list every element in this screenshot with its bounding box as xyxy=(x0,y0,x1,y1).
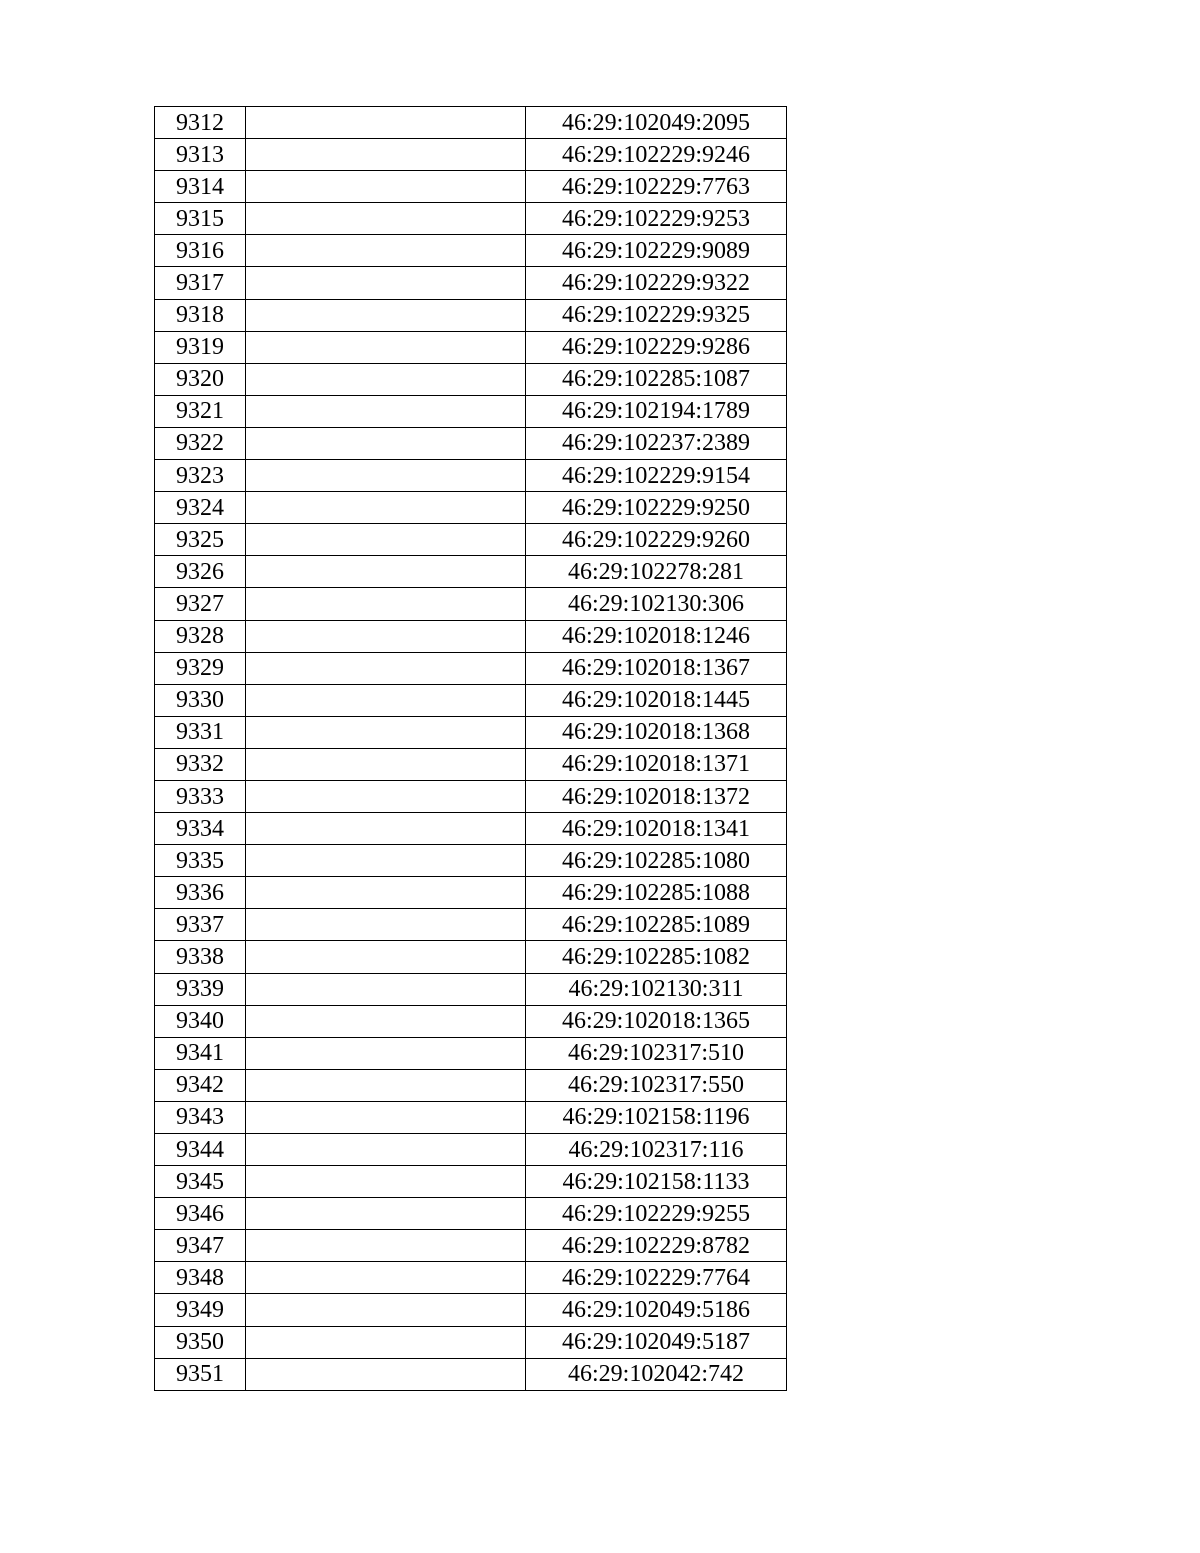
cadastral-number-cell: 46:29:102229:9286 xyxy=(526,331,787,363)
cadastral-number-cell: 46:29:102285:1087 xyxy=(526,363,787,395)
table-row xyxy=(155,299,787,331)
empty-cell xyxy=(246,139,526,171)
row-number-cell: 9322 xyxy=(155,427,246,459)
cadastral-number-cell: 46:29:102229:9253 xyxy=(526,203,787,235)
row-number-cell: 9346 xyxy=(155,1198,246,1230)
table-row xyxy=(155,652,787,684)
empty-cell xyxy=(246,684,526,716)
row-number-cell: 9337 xyxy=(155,909,246,941)
cadastral-number-cell: 46:29:102158:1196 xyxy=(526,1101,787,1133)
empty-cell xyxy=(246,363,526,395)
row-number-cell: 9315 xyxy=(155,203,246,235)
empty-cell xyxy=(246,492,526,524)
table-row xyxy=(155,427,787,459)
empty-cell xyxy=(246,1262,526,1294)
row-number-cell: 9323 xyxy=(155,460,246,492)
empty-cell xyxy=(246,1166,526,1198)
empty-cell xyxy=(246,1069,526,1101)
cadastral-number-cell: 46:29:102229:9246 xyxy=(526,139,787,171)
empty-cell xyxy=(246,780,526,812)
table-row xyxy=(155,684,787,716)
empty-cell xyxy=(246,203,526,235)
row-number-cell: 9338 xyxy=(155,941,246,973)
table-row xyxy=(155,1230,787,1262)
row-number-cell: 9351 xyxy=(155,1358,246,1390)
row-number-cell: 9332 xyxy=(155,748,246,780)
empty-cell xyxy=(246,556,526,588)
empty-cell xyxy=(246,171,526,203)
table-row xyxy=(155,1069,787,1101)
row-number-cell: 9343 xyxy=(155,1101,246,1133)
cadastral-number-cell: 46:29:102158:1133 xyxy=(526,1166,787,1198)
cadastral-number-cell: 46:29:102130:311 xyxy=(526,973,787,1005)
cadastral-number-cell: 46:29:102229:7764 xyxy=(526,1262,787,1294)
table-row xyxy=(155,973,787,1005)
table-row xyxy=(155,524,787,556)
empty-cell xyxy=(246,395,526,427)
empty-cell xyxy=(246,588,526,620)
row-number-cell: 9341 xyxy=(155,1037,246,1069)
table-row xyxy=(155,1037,787,1069)
table-row xyxy=(155,780,787,812)
table-row xyxy=(155,556,787,588)
cadastral-number-cell: 46:29:102237:2389 xyxy=(526,427,787,459)
empty-cell xyxy=(246,1037,526,1069)
cadastral-number-cell: 46:29:102042:742 xyxy=(526,1358,787,1390)
cadastral-number-cell: 46:29:102018:1368 xyxy=(526,716,787,748)
empty-cell xyxy=(246,909,526,941)
cadastral-number-cell: 46:29:102278:281 xyxy=(526,556,787,588)
cadastral-number-cell: 46:29:102194:1789 xyxy=(526,395,787,427)
cadastral-number-cell: 46:29:102229:9260 xyxy=(526,524,787,556)
cadastral-number-cell: 46:29:102317:550 xyxy=(526,1069,787,1101)
cadastral-number-cell: 46:29:102049:2095 xyxy=(526,107,787,139)
row-number-cell: 9336 xyxy=(155,877,246,909)
table-row xyxy=(155,845,787,877)
cadastral-number-cell: 46:29:102229:8782 xyxy=(526,1230,787,1262)
row-number-cell: 9344 xyxy=(155,1134,246,1166)
table-row xyxy=(155,139,787,171)
row-number-cell: 9318 xyxy=(155,299,246,331)
table-row xyxy=(155,1262,787,1294)
row-number-cell: 9324 xyxy=(155,492,246,524)
empty-cell xyxy=(246,845,526,877)
row-number-cell: 9347 xyxy=(155,1230,246,1262)
table-row xyxy=(155,620,787,652)
cadastral-number-cell: 46:29:102285:1088 xyxy=(526,877,787,909)
empty-cell xyxy=(246,941,526,973)
row-number-cell: 9320 xyxy=(155,363,246,395)
cadastral-number-cell: 46:29:102285:1080 xyxy=(526,845,787,877)
cadastral-number-cell: 46:29:102049:5187 xyxy=(526,1326,787,1358)
empty-cell xyxy=(246,1294,526,1326)
table-row xyxy=(155,235,787,267)
row-number-cell: 9349 xyxy=(155,1294,246,1326)
cadastral-number-cell: 46:29:102018:1371 xyxy=(526,748,787,780)
empty-cell xyxy=(246,1005,526,1037)
table-row xyxy=(155,1326,787,1358)
table-row xyxy=(155,460,787,492)
cadastral-number-cell: 46:29:102229:9322 xyxy=(526,267,787,299)
empty-cell xyxy=(246,973,526,1005)
empty-cell xyxy=(246,427,526,459)
row-number-cell: 9327 xyxy=(155,588,246,620)
cadastral-number-cell: 46:29:102018:1367 xyxy=(526,652,787,684)
empty-cell xyxy=(246,1198,526,1230)
table-row xyxy=(155,1134,787,1166)
table-row xyxy=(155,716,787,748)
table-row xyxy=(155,1101,787,1133)
empty-cell xyxy=(246,107,526,139)
row-number-cell: 9334 xyxy=(155,813,246,845)
cadastral-number-cell: 46:29:102229:9089 xyxy=(526,235,787,267)
table-row xyxy=(155,395,787,427)
cadastral-number-cell: 46:29:102229:7763 xyxy=(526,171,787,203)
empty-cell xyxy=(246,748,526,780)
table-row xyxy=(155,1005,787,1037)
row-number-cell: 9331 xyxy=(155,716,246,748)
cadastral-number-cell: 46:29:102018:1341 xyxy=(526,813,787,845)
cadastral-number-cell: 46:29:102049:5186 xyxy=(526,1294,787,1326)
cadastral-number-cell: 46:29:102018:1372 xyxy=(526,780,787,812)
row-number-cell: 9317 xyxy=(155,267,246,299)
table-row xyxy=(155,492,787,524)
parcel-table xyxy=(154,106,787,1391)
cadastral-number-cell: 46:29:102018:1365 xyxy=(526,1005,787,1037)
cadastral-number-cell: 46:29:102317:116 xyxy=(526,1134,787,1166)
row-number-cell: 9350 xyxy=(155,1326,246,1358)
empty-cell xyxy=(246,813,526,845)
cadastral-number-cell: 46:29:102130:306 xyxy=(526,588,787,620)
row-number-cell: 9319 xyxy=(155,331,246,363)
empty-cell xyxy=(246,267,526,299)
row-number-cell: 9342 xyxy=(155,1069,246,1101)
cadastral-number-cell: 46:29:102317:510 xyxy=(526,1037,787,1069)
row-number-cell: 9313 xyxy=(155,139,246,171)
cadastral-number-cell: 46:29:102018:1246 xyxy=(526,620,787,652)
row-number-cell: 9335 xyxy=(155,845,246,877)
empty-cell xyxy=(246,235,526,267)
table-row xyxy=(155,363,787,395)
row-number-cell: 9312 xyxy=(155,107,246,139)
row-number-cell: 9348 xyxy=(155,1262,246,1294)
cadastral-number-cell: 46:29:102229:9154 xyxy=(526,460,787,492)
row-number-cell: 9340 xyxy=(155,1005,246,1037)
empty-cell xyxy=(246,299,526,331)
table-row xyxy=(155,813,787,845)
row-number-cell: 9345 xyxy=(155,1166,246,1198)
empty-cell xyxy=(246,1358,526,1390)
table-row xyxy=(155,107,787,139)
cadastral-number-cell: 46:29:102285:1089 xyxy=(526,909,787,941)
cadastral-number-cell: 46:29:102285:1082 xyxy=(526,941,787,973)
table-row xyxy=(155,331,787,363)
empty-cell xyxy=(246,524,526,556)
table-row xyxy=(155,1198,787,1230)
cadastral-number-cell: 46:29:102018:1445 xyxy=(526,684,787,716)
table-row xyxy=(155,203,787,235)
row-number-cell: 9314 xyxy=(155,171,246,203)
row-number-cell: 9325 xyxy=(155,524,246,556)
cadastral-number-cell: 46:29:102229:9250 xyxy=(526,492,787,524)
row-number-cell: 9326 xyxy=(155,556,246,588)
table-row xyxy=(155,1166,787,1198)
empty-cell xyxy=(246,652,526,684)
row-number-cell: 9321 xyxy=(155,395,246,427)
empty-cell xyxy=(246,877,526,909)
table-row xyxy=(155,171,787,203)
empty-cell xyxy=(246,331,526,363)
table-row xyxy=(155,941,787,973)
table-body xyxy=(155,107,787,1391)
row-number-cell: 9330 xyxy=(155,684,246,716)
empty-cell xyxy=(246,460,526,492)
table-row xyxy=(155,909,787,941)
table-row xyxy=(155,877,787,909)
cadastral-number-cell: 46:29:102229:9325 xyxy=(526,299,787,331)
row-number-cell: 9339 xyxy=(155,973,246,1005)
table-row xyxy=(155,748,787,780)
row-number-cell: 9333 xyxy=(155,780,246,812)
row-number-cell: 9328 xyxy=(155,620,246,652)
empty-cell xyxy=(246,716,526,748)
empty-cell xyxy=(246,1101,526,1133)
table-row xyxy=(155,1294,787,1326)
table-row xyxy=(155,267,787,299)
empty-cell xyxy=(246,1326,526,1358)
row-number-cell: 9316 xyxy=(155,235,246,267)
empty-cell xyxy=(246,1134,526,1166)
row-number-cell: 9329 xyxy=(155,652,246,684)
cadastral-number-cell: 46:29:102229:9255 xyxy=(526,1198,787,1230)
empty-cell xyxy=(246,1230,526,1262)
empty-cell xyxy=(246,620,526,652)
table-row xyxy=(155,588,787,620)
table-row xyxy=(155,1358,787,1390)
